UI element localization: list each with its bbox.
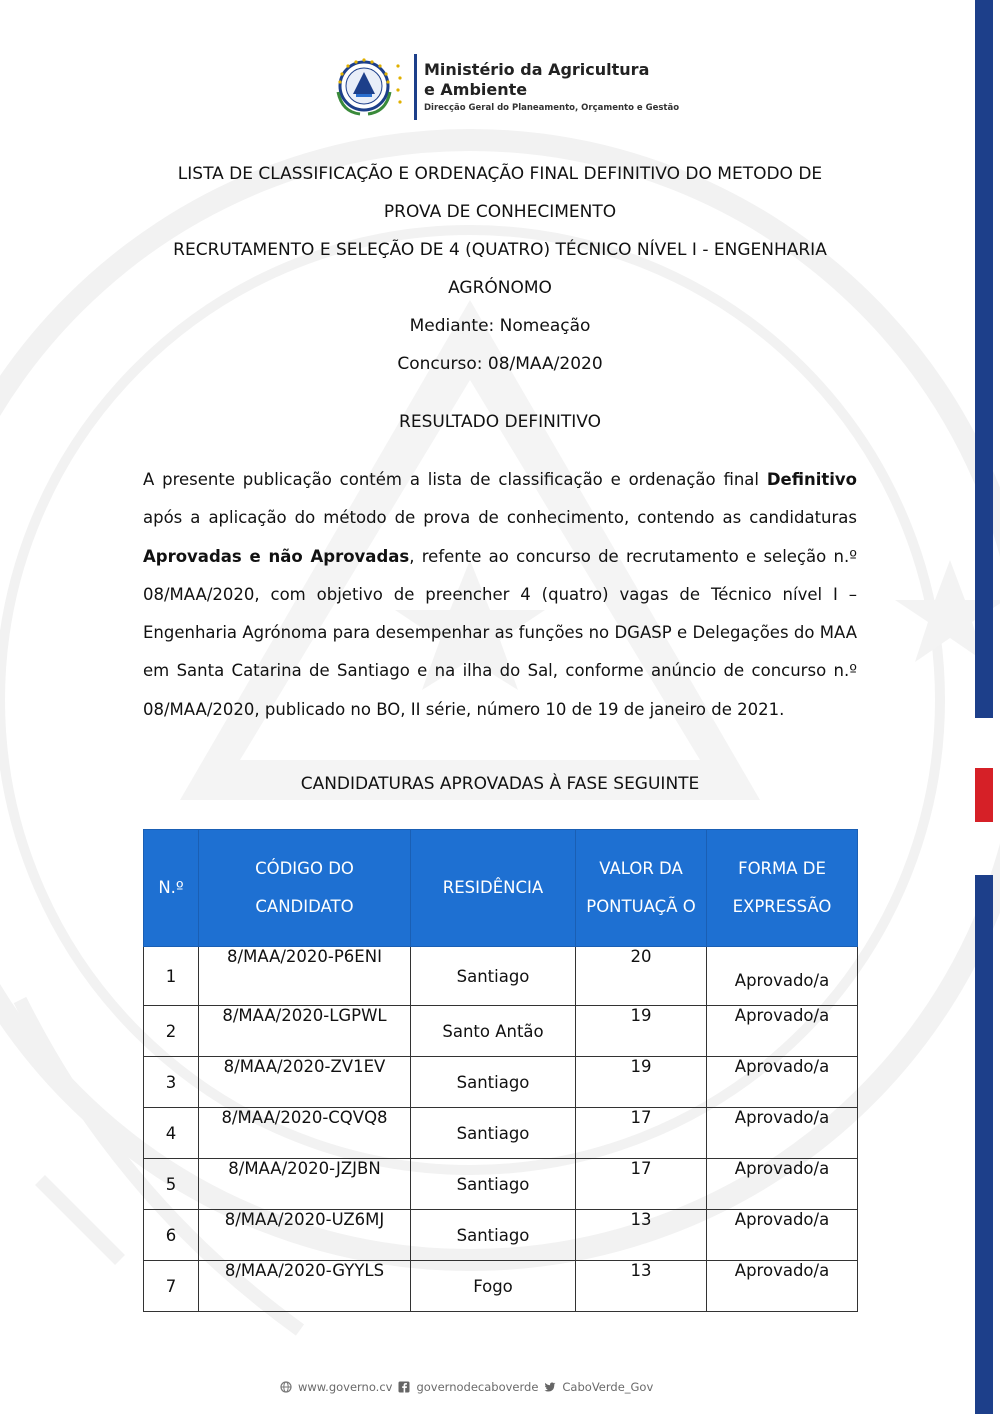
ministry-department: Direcção Geral do Planeamento, Orçamento e Gestão xyxy=(424,103,680,113)
facebook-icon xyxy=(398,1381,410,1393)
cell-codigo: 8/MAA/2020-UZ6MJ xyxy=(199,1210,411,1261)
cell-numero: 4 xyxy=(144,1108,199,1159)
ministry-name: Ministério da Agricultura e Ambiente xyxy=(424,60,650,99)
results-table xyxy=(143,829,858,1312)
brand-stripe-blue-bottom xyxy=(975,875,993,1414)
cell-codigo: 8/MAA/2020-ZV1EV xyxy=(199,1057,411,1108)
table-row xyxy=(144,1261,858,1312)
intro-text-3: , refente ao concurso de recrutamento e seleção n.º 08/MAA/2020, com objetivo de preencher 4 (quatro) vagas de Técnico nível I – Engenharia Agrónoma para desempenhar as funções no DGASP e Delegações do MAA em Santa Catarina de Santiago e na ilha do Sal, conforme anúncio de concurso n.º 08/MAA/2020, publicado no BO, II série, número 10 de 19 de janeiro de 2021. xyxy=(143,546,857,719)
cell-residencia: Santiago xyxy=(411,947,576,1006)
title-line-5: Mediante: Nomeação xyxy=(409,316,591,336)
table-row xyxy=(144,1057,858,1108)
cell-codigo: 8/MAA/2020-JZJBN xyxy=(199,1159,411,1210)
cell-numero: 7 xyxy=(144,1261,199,1312)
website-link[interactable]: www.governo.cv xyxy=(298,1380,393,1394)
cell-codigo: 8/MAA/2020-CQVQ8 xyxy=(199,1108,411,1159)
header-forma: FORMA DE EXPRESSÃO xyxy=(707,830,858,947)
header-codigo: CÓDIGO DO CANDIDATO xyxy=(199,830,411,947)
title-line-1: LISTA DE CLASSIFICAÇÃO E ORDENAÇÃO FINAL DEFINITIVO DO METODO DE xyxy=(177,164,823,184)
intro-text-2: após a aplicação do método de prova de conhecimento, contendo as candidaturas xyxy=(143,508,857,528)
cell-forma: Aprovado/a xyxy=(707,1261,858,1312)
cell-numero: 1 xyxy=(144,947,199,1006)
cell-forma: Aprovado/a xyxy=(707,1057,858,1108)
title-line-3: RECRUTAMENTO E SELEÇÃO DE 4 (QUATRO) TÉCNICO NÍVEL I - ENGENHARIA xyxy=(173,240,827,260)
cell-forma: Aprovado/a xyxy=(707,1006,858,1057)
cell-residencia: Santo Antão xyxy=(411,1006,576,1057)
header-numero: N.º xyxy=(144,830,199,947)
cell-codigo: 8/MAA/2020-LGPWL xyxy=(199,1006,411,1057)
table-header-row xyxy=(144,830,858,947)
twitter-link[interactable]: CaboVerde_Gov xyxy=(562,1380,654,1394)
cell-residencia: Santiago xyxy=(411,1210,576,1261)
table-row xyxy=(144,1159,858,1210)
cell-numero: 6 xyxy=(144,1210,199,1261)
header-residencia: RESIDÊNCIA xyxy=(411,830,576,947)
title-line-2: PROVA DE CONHECIMENTO xyxy=(383,202,617,222)
title-line-6: Concurso: 08/MAA/2020 xyxy=(397,354,603,374)
cell-forma: Aprovado/a xyxy=(707,1210,858,1261)
cell-codigo: 8/MAA/2020-GYYLS xyxy=(199,1261,411,1312)
document-title xyxy=(143,155,857,383)
globe-icon xyxy=(280,1381,292,1393)
intro-bold-definitivo: Definitivo xyxy=(766,470,857,489)
brand-stripe-red xyxy=(975,768,993,822)
cell-numero: 5 xyxy=(144,1159,199,1210)
cell-forma: Aprovado/a xyxy=(707,1108,858,1159)
cell-residencia: Santiago xyxy=(411,1057,576,1108)
logo-divider xyxy=(414,54,417,120)
footer-links xyxy=(280,1380,660,1394)
cell-valor: 17 xyxy=(576,1108,707,1159)
cell-valor: 19 xyxy=(576,1006,707,1057)
table-row xyxy=(144,947,858,1006)
header-valor: VALOR DA PONTUAÇÃ O xyxy=(576,830,707,947)
cell-forma: Aprovado/a xyxy=(707,1159,858,1210)
cell-residencia: Fogo xyxy=(411,1261,576,1312)
twitter-icon xyxy=(544,1381,556,1393)
table-title: CANDIDATURAS APROVADAS À FASE SEGUINTE xyxy=(300,774,700,794)
cell-residencia: Santiago xyxy=(411,1108,576,1159)
table-row xyxy=(144,1108,858,1159)
intro-paragraph xyxy=(143,461,857,729)
title-line-4: AGRÓNOMO xyxy=(448,278,552,298)
cell-valor: 17 xyxy=(576,1159,707,1210)
cell-numero: 2 xyxy=(144,1006,199,1057)
cell-valor: 20 xyxy=(576,947,707,1006)
cell-valor: 19 xyxy=(576,1057,707,1108)
facebook-link[interactable]: governodecaboverde xyxy=(416,1380,539,1394)
table-row xyxy=(144,1210,858,1261)
cell-residencia: Santiago xyxy=(411,1159,576,1210)
cell-numero: 3 xyxy=(144,1057,199,1108)
ministry-header xyxy=(326,52,686,126)
coat-of-arms-logo xyxy=(326,52,410,122)
intro-text-1: A presente publicação contém a lista de classificação e ordenação final xyxy=(143,470,767,489)
table-row xyxy=(144,1006,858,1057)
result-subtitle: RESULTADO DEFINITIVO xyxy=(399,412,601,432)
cell-codigo: 8/MAA/2020-P6ENI xyxy=(199,947,411,1006)
brand-stripe-blue-top xyxy=(975,0,993,718)
cell-forma: Aprovado/a xyxy=(707,947,858,1006)
cell-valor: 13 xyxy=(576,1261,707,1312)
intro-bold-aprovadas: Aprovadas e não Aprovadas xyxy=(143,546,410,566)
cell-valor: 13 xyxy=(576,1210,707,1261)
